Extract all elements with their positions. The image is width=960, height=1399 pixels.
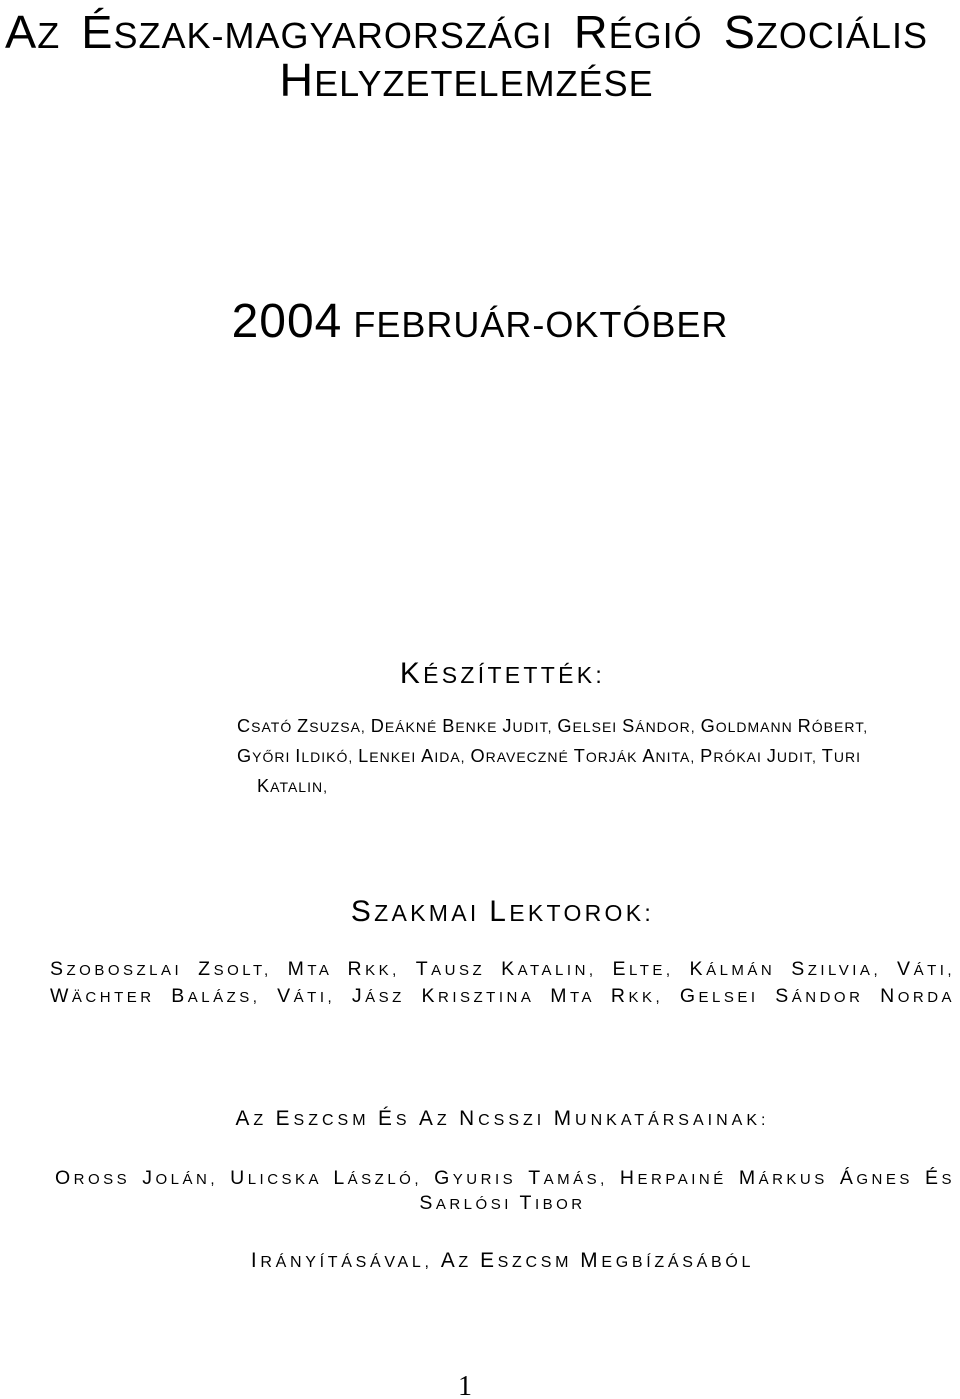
initial-letter: A — [642, 745, 656, 766]
initial-letter: E — [480, 1248, 498, 1272]
initial-letter: B — [442, 715, 456, 736]
initial-letter: Z — [198, 957, 214, 980]
initial-letter: R — [797, 715, 812, 736]
period-months: FEBRUÁR-OKTÓBER — [353, 303, 729, 345]
initial-letter: K — [399, 657, 424, 690]
initial-letter: S — [775, 984, 792, 1007]
initial-letter: É — [81, 5, 114, 58]
initial-letter: R — [347, 957, 366, 980]
initial-letter: G — [679, 984, 699, 1007]
initial-letter: I — [295, 745, 302, 766]
initial-letter: S — [723, 5, 756, 58]
period-year: 2004 — [231, 294, 343, 348]
staff-line: SARLÓSI TIBOR — [419, 1192, 586, 1215]
initial-letter: S — [350, 895, 375, 928]
initial-letter: A — [418, 1106, 437, 1130]
initial-letter: T — [528, 1167, 544, 1190]
initial-letter: G — [700, 715, 716, 736]
initial-letter: T — [415, 957, 432, 980]
initial-letter: M — [553, 1106, 576, 1130]
initial-letter: K — [257, 775, 271, 796]
staff-heading: AZ ESZCSM ÉS AZ NCSSZI MUNKATÁRSAINAK: — [235, 1106, 770, 1130]
initial-letter: O — [470, 745, 486, 766]
initial-letter: J — [142, 1167, 156, 1190]
initial-letter: T — [519, 1192, 535, 1215]
initial-letter: S — [622, 715, 636, 736]
commission-note: IRÁNYÍTÁSÁVAL, AZ ESZCSM MEGBÍZÁSÁBÓL — [250, 1248, 755, 1272]
initial-letter: J — [766, 745, 777, 766]
initial-letter: R — [573, 5, 609, 58]
title-line: AZ ÉSZAK-MAGYARORSZÁGI RÉGIÓ SZOCIÁLIS — [5, 5, 928, 58]
initial-letter: C — [237, 715, 252, 736]
initial-letter: J — [502, 715, 513, 736]
initial-letter: L — [358, 745, 370, 766]
initial-letter: R — [610, 984, 629, 1007]
initial-letter: K — [689, 957, 707, 980]
initial-letter: D — [370, 715, 385, 736]
initial-letter: S — [50, 957, 67, 980]
initial-letter: N — [459, 1106, 479, 1130]
initial-letter: V — [897, 957, 914, 980]
initial-letter: É — [924, 1167, 942, 1190]
page-number: 1 — [458, 1370, 472, 1399]
initial-letter: H — [619, 1167, 638, 1190]
initial-letter: S — [791, 957, 808, 980]
initial-letter: J — [351, 984, 366, 1007]
initial-letter: N — [880, 984, 898, 1007]
initial-letter: W — [50, 984, 72, 1007]
initial-letter: M — [550, 984, 570, 1007]
initial-letter: M — [738, 1167, 759, 1190]
initial-letter: M — [287, 957, 308, 980]
initial-letter: Z — [297, 715, 310, 736]
initial-letter: A — [5, 5, 38, 58]
initial-letter: I — [250, 1248, 261, 1272]
author-line: GYŐRI ILDIKÓ, LENKEI AIDA, ORAVECZNÉ TORJÁK ANITA, PRÓKAI JUDIT, TURI — [237, 745, 862, 766]
initial-letter: H — [279, 53, 315, 106]
initial-letter: E — [612, 957, 630, 980]
reviewers-heading: SZAKMAI LEKTOROK: — [350, 895, 655, 928]
initial-letter: U — [230, 1167, 248, 1190]
staff-line: OROSS JOLÁN, ULICSKA LÁSZLÓ, GYURIS TAMÁS, HERPAINÉ MÁRKUS ÁGNES ÉS — [55, 1167, 955, 1190]
initial-letter: É — [377, 1106, 396, 1130]
initial-letter: L — [489, 895, 510, 928]
author-line: CSATÓ ZSUZSA, DEÁKNÉ BENKE JUDIT, GELSEI SÁNDOR, GOLDMANN RÓBERT, — [237, 715, 869, 736]
initial-letter: Á — [839, 1167, 857, 1190]
initial-letter: A — [235, 1106, 254, 1130]
reviewer-line: WÄCHTER BALÁZS, VÁTI, JÁSZ KRISZTINA MTA RKK, GELSEI SÁNDOR NORDA — [50, 984, 956, 1007]
initial-letter: K — [501, 957, 518, 980]
initial-letter: T — [573, 745, 586, 766]
initial-letter: L — [333, 1167, 348, 1190]
title-line: HELYZETELEMZÉSE — [279, 53, 654, 106]
report-period — [0, 294, 960, 349]
initial-letter: E — [275, 1106, 294, 1130]
initial-letter: G — [434, 1167, 453, 1190]
initial-letter: G — [237, 745, 253, 766]
author-line: KATALIN, — [257, 775, 328, 796]
initial-letter: S — [419, 1192, 436, 1215]
initial-letter: A — [421, 745, 435, 766]
initial-letter: P — [700, 745, 714, 766]
initial-letter: T — [821, 745, 834, 766]
initial-letter: M — [580, 1248, 602, 1272]
initial-letter: K — [421, 984, 439, 1007]
initial-letter: O — [55, 1167, 74, 1190]
initial-letter: G — [557, 715, 573, 736]
initial-letter: A — [440, 1248, 459, 1272]
authors-heading: KÉSZÍTETTÉK: — [399, 657, 606, 690]
reviewer-line: SZOBOSZLAI ZSOLT, MTA RKK, TAUSZ KATALIN, ELTE, KÁLMÁN SZILVIA, VÁTI, — [50, 957, 956, 980]
initial-letter: B — [171, 984, 188, 1007]
initial-letter: V — [277, 984, 294, 1007]
